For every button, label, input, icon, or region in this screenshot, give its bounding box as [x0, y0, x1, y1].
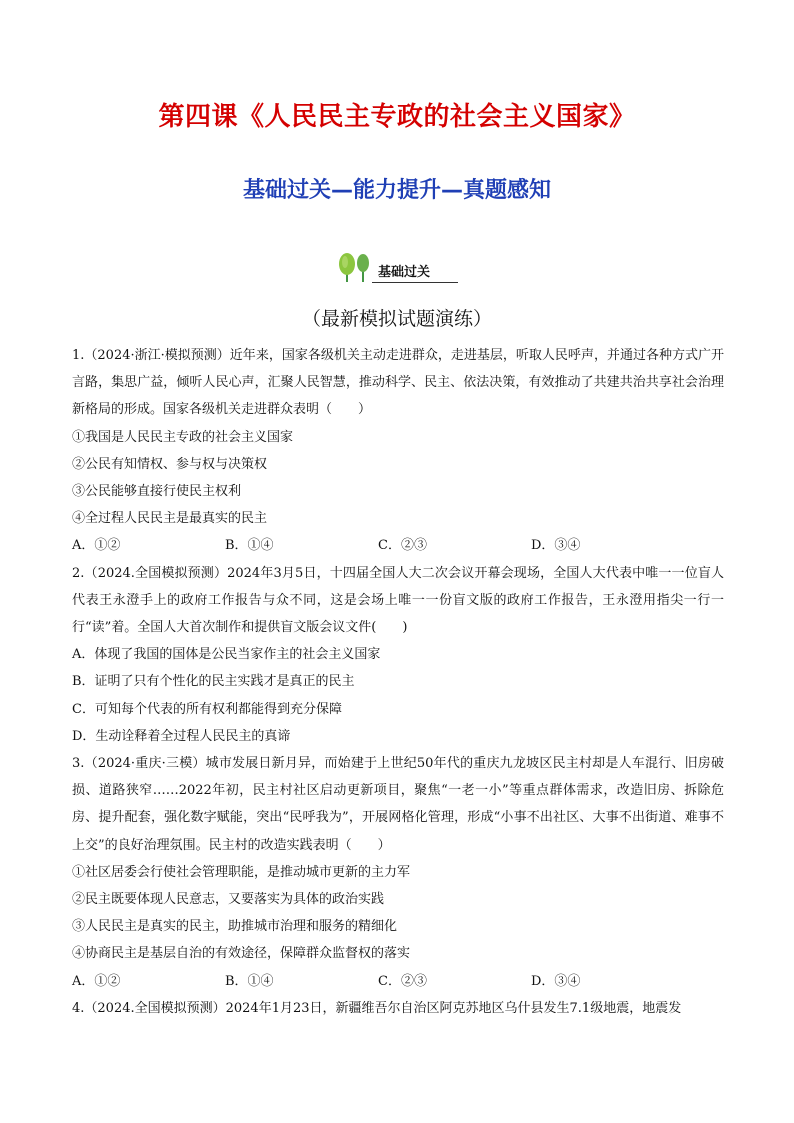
section-heading: （最新模拟试题演练）: [301, 308, 492, 330]
statement: ②公民有知情权、参与权与决策权: [72, 456, 268, 472]
option-d: D．③④: [531, 538, 581, 554]
choice: A．体现了我国的国体是公民当家作主的社会主义国家: [72, 647, 381, 663]
leaf-tree-icon: [336, 252, 376, 284]
question-stem: 1.（2024·浙江·模拟预测）近年来，国家各级机关主动走进群众，走进基层，听取人民呼声，并通过各种方式广开言路，集思广益，倾听人民心声，汇聚人民智慧，推动科学、民主、依法决策，有效推动了共建共治共享社会治理新格局的形成。国家各级机关走进群众表明（ ）: [72, 348, 724, 418]
question-stem: 4.（2024.全国模拟预测）2024年1月23日，新疆维吾尔自治区阿克苏地区乌什县发生7.1级地震，地震发: [72, 1000, 682, 1016]
option-b: B．①④: [225, 538, 274, 554]
section-badge-label: 基础过关: [378, 265, 431, 280]
option-c: C．②③: [378, 973, 427, 989]
statement: ③人民民主是真实的民主，助推城市治理和服务的精细化: [72, 919, 398, 935]
option-a: A．①②: [72, 973, 121, 989]
section-badge: [336, 252, 458, 284]
choice: C．可知每个代表的所有权利都能得到充分保障: [72, 701, 342, 717]
option-c: C．②③: [378, 538, 427, 554]
badge-underline: [372, 282, 458, 283]
statement: ②民主既要体现人民意志，又要落实为具体的政治实践: [72, 892, 385, 908]
lesson-subtitle: 基础过关—能力提升—真题感知: [242, 178, 551, 203]
option-d: D．③④: [531, 973, 581, 989]
question-stem: 3.（2024·重庆·三模）城市发展日新月异，而始建于上世纪50年代的重庆九龙坡区民主村却是人车混行、旧房破损、道路狭窄……2022年初，民主村社区启动更新项目，聚焦“一老一小”等重点群体需求，改造旧房、拆除危房、提升配套，强化数字赋能，突出“民呼我为”，开展网格化管理，形成“小事不出社区、大事不出街道、难事不上交”的良好治理氛围。民主村的改造实践表明（ ）: [72, 756, 724, 853]
choice: B．证明了只有个性化的民主实践才是真正的民主: [72, 674, 355, 690]
option-a: A．①②: [72, 538, 121, 554]
statement: ①社区居委会行使社会管理职能，是推动城市更新的主力军: [72, 864, 411, 880]
statement: ①我国是人民民主专政的社会主义国家: [72, 429, 294, 445]
statement: ④全过程人民民主是最真实的民主: [72, 511, 268, 527]
option-b: B．①④: [225, 973, 274, 989]
question-list: [72, 342, 724, 1022]
statement: ④协商民主是基层自治的有效途径，保障群众监督权的落实: [72, 946, 411, 962]
answer-options: [72, 532, 724, 559]
choice: D．生动诠释着全过程人民民主的真谛: [72, 728, 291, 744]
statement: ③公民能够直接行使民主权利: [72, 484, 242, 500]
lesson-title: 第四课《人民民主专政的社会主义国家》: [158, 102, 636, 132]
question-stem: 2.（2024.全国模拟预测）2024年3月5日，十四届全国人大二次会议开幕会现场，全国人大代表中唯一一位盲人代表王永澄手上的政府工作报告与众不同，这是会场上唯一一份盲文版的政府工作报告，王永澄用指尖一行一行“读”着。全国人大首次制作和提供盲文版会议文件( ): [72, 565, 724, 636]
answer-options: [72, 968, 724, 995]
